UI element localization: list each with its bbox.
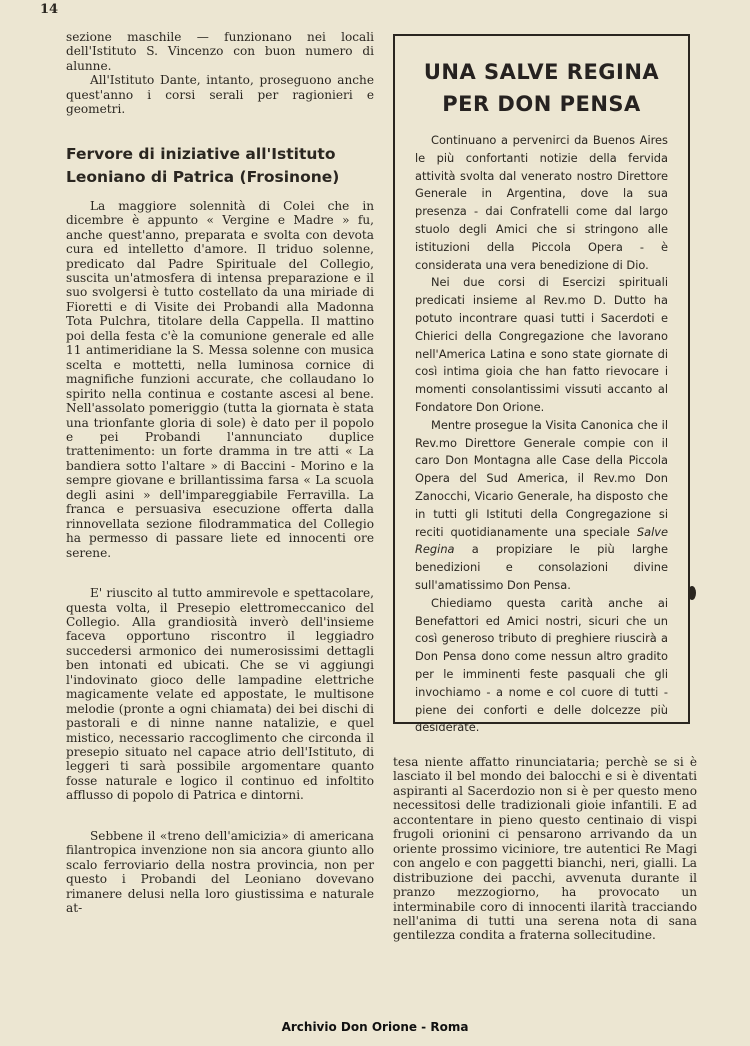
intro-paragraph: All'Istituto Dante, intanto, proseguono anche quest'anno i corsi serali per ragionieri e geometri. (66, 73, 374, 117)
box-title-line: PER DON PENSA (442, 92, 641, 116)
box-paragraph: Nei due corsi di Esercizi spirituali predicati insieme al Rev.mo D. Dutto ha potuto incontrare quasi tutti i Sacerdoti e Chierici della Congregazione che lavorano nell'America Latina e sono state giornate di così intima gioia che han fatto rievocare i momenti consolantissimi vissuti accanto al Fondatore Don Orione. (415, 275, 668, 414)
box-title (415, 56, 668, 120)
salve-regina-box (393, 34, 690, 735)
box-paragraph (415, 417, 668, 595)
left-column (66, 30, 374, 916)
box-text: a propiziare le più larghe benedizioni e consolazioni divine sull'amatissimo Don Pensa. (415, 542, 668, 592)
article-paragraph: Sebbene il «treno dell'amicizia» di americana filantropica invenzione non sia ancora giunto allo scalo ferroviario della nostra provincia, non per questo i Probandi del Leoniano dovevano rimanere delusi nella loro giustissima e naturale at- (66, 828, 374, 916)
article-paragraph: La maggiore solennità di Colei che in dicembre è appunto « Vergine e Madre » fu, anche quest'anno, preparata e svolta con devota cura ed intelletto d'amore. Il triduo solenne, predicato dal Padre Spirituale del Collegio, suscita un'atmosfera di intensa preparazione e il suo svolgersi è tutto costellato da una miriade di Fioretti e di Visite dei Probandi alla Madonna Tota Pulchra, titolare della Cappella. Il mattino poi della festa c'è la comunione generale ed alle 11 antimeridiane la S. Messa solenne con musica scelta e mottetti, nella luminosa cornice di magnifiche funzioni accurate, che collaudano lo spirito nella continua e costante ascesi al bene. Nell'assolato pomeriggio (tutta la giornata è stata una trionfante gloria di sole) è dato per il popolo e pei Probandi l'annunciato duplice trattenimento: un forte dramma in tre atti « La bandiera sotto l'altare » di Baccini - Morino e la sempre giovane e brillantissima farsa « La scuola degli asini » dell'impareggiabile Ferravilla. La franca e persuasiva esecuzione offerta dalla rinnovellata sezione filodrammatica del Collegio ha permesso di passare liete ed innocenti ore serene. (66, 198, 374, 560)
intro-paragraph: sezione maschile — funzionano nei locali dell'Istituto S. Vincenzo con buon numero di alunne. (66, 30, 374, 73)
binding-mark (688, 586, 696, 600)
article-paragraph: E' riuscito al tutto ammirevole e spettacolare, questa volta, il Presepio elettromeccanico del Collegio. Alla grandiosità inverò dell'insieme faceva opportuno riscontro il leggiadro succedersi armonico dei numerosissimi dettagli ben intonati ed ubicati. Che se vi aggiungi l'indovinato gioco delle lampadine elettriche magicamente velate ed appostate, le multisone melodie (pronte a ogni chiamata) dei bei dischi di pastorali e di ninne nanne natalizie, e quel mistico, necessario raccoglimento che circonda il presepio situato nel capace atrio dell'Istituto, di leggeri ti sarà possibile argomentare quanto fosse naturale e logico il continuo ed infoltito afflusso di popolo di Patrica e dintorni. (66, 586, 374, 803)
page-number: 14 (40, 2, 59, 17)
continuation-paragraph: tesa niente affatto rinunciataria; perchè se si è lasciato il bel mondo dei balocchi e si è diventati aspiranti al Sacerdozio non si è per questo meno necessitosi delle tradizionali gioie infantili. E ad accontentare in pieno questo centinaio di vispi frugoli orionini ci pensarono arrivando da un oriente prossimo viciniore, tre autentici Re Magi con angelo e con paggetti bianchi, neri, gialli. La distribuzione dei pacchi, avvenuta durante il pranzo mezzogiorno, ha provocato un interminabile coro di innocenti ilarità tracciando nell'anima di tutti una serena nota di sana gentilezza condita a fraterna sollecitudine. (393, 755, 697, 943)
article-heading: Fervore di iniziative all'Istituto Leoniano di Patrica (Frosinone) (66, 144, 340, 186)
box-title-line: UNA SALVE REGINA (423, 60, 660, 84)
box-italic-text: Salve Regina (415, 524, 668, 557)
archive-footer: Archivio Don Orione - Roma (281, 1020, 469, 1034)
box-paragraph: Continuano a pervenirci da Buenos Aires le più confortanti notizie della fervida attività svolta dal venerato nostro Direttore Generale in Argentina, dove la sua presenza - dai Confratelli come dal largo stuolo degli Amici che si stringono alle istituzioni della Piccola Opera - è considerata una vera benedizione di Dio. (415, 133, 668, 272)
right-column-continuation (393, 755, 697, 943)
box-text: Mentre prosegue la Visita Canonica che il Rev.mo Direttore Generale compie con il caro Don Montagna alle Case della Piccola Opera del Sud America, il Rev.mo Don Zanocchi, Vicario Generale, ha disposto che in tutti gli Istituti della Congregazione si reciti quotidianamente una speciale (415, 417, 668, 539)
box-paragraph: Chiediamo questa carità anche ai Benefattori ed Amici nostri, sicuri che un così generoso tributo di preghiere riuscirà a Don Pensa dono come nessun altro gradito per le imminenti feste pasquali che gli invochiamo - a nome e col cuore di tutti - piene dei conforti e delle dolcezze più desiderate. (415, 595, 668, 735)
